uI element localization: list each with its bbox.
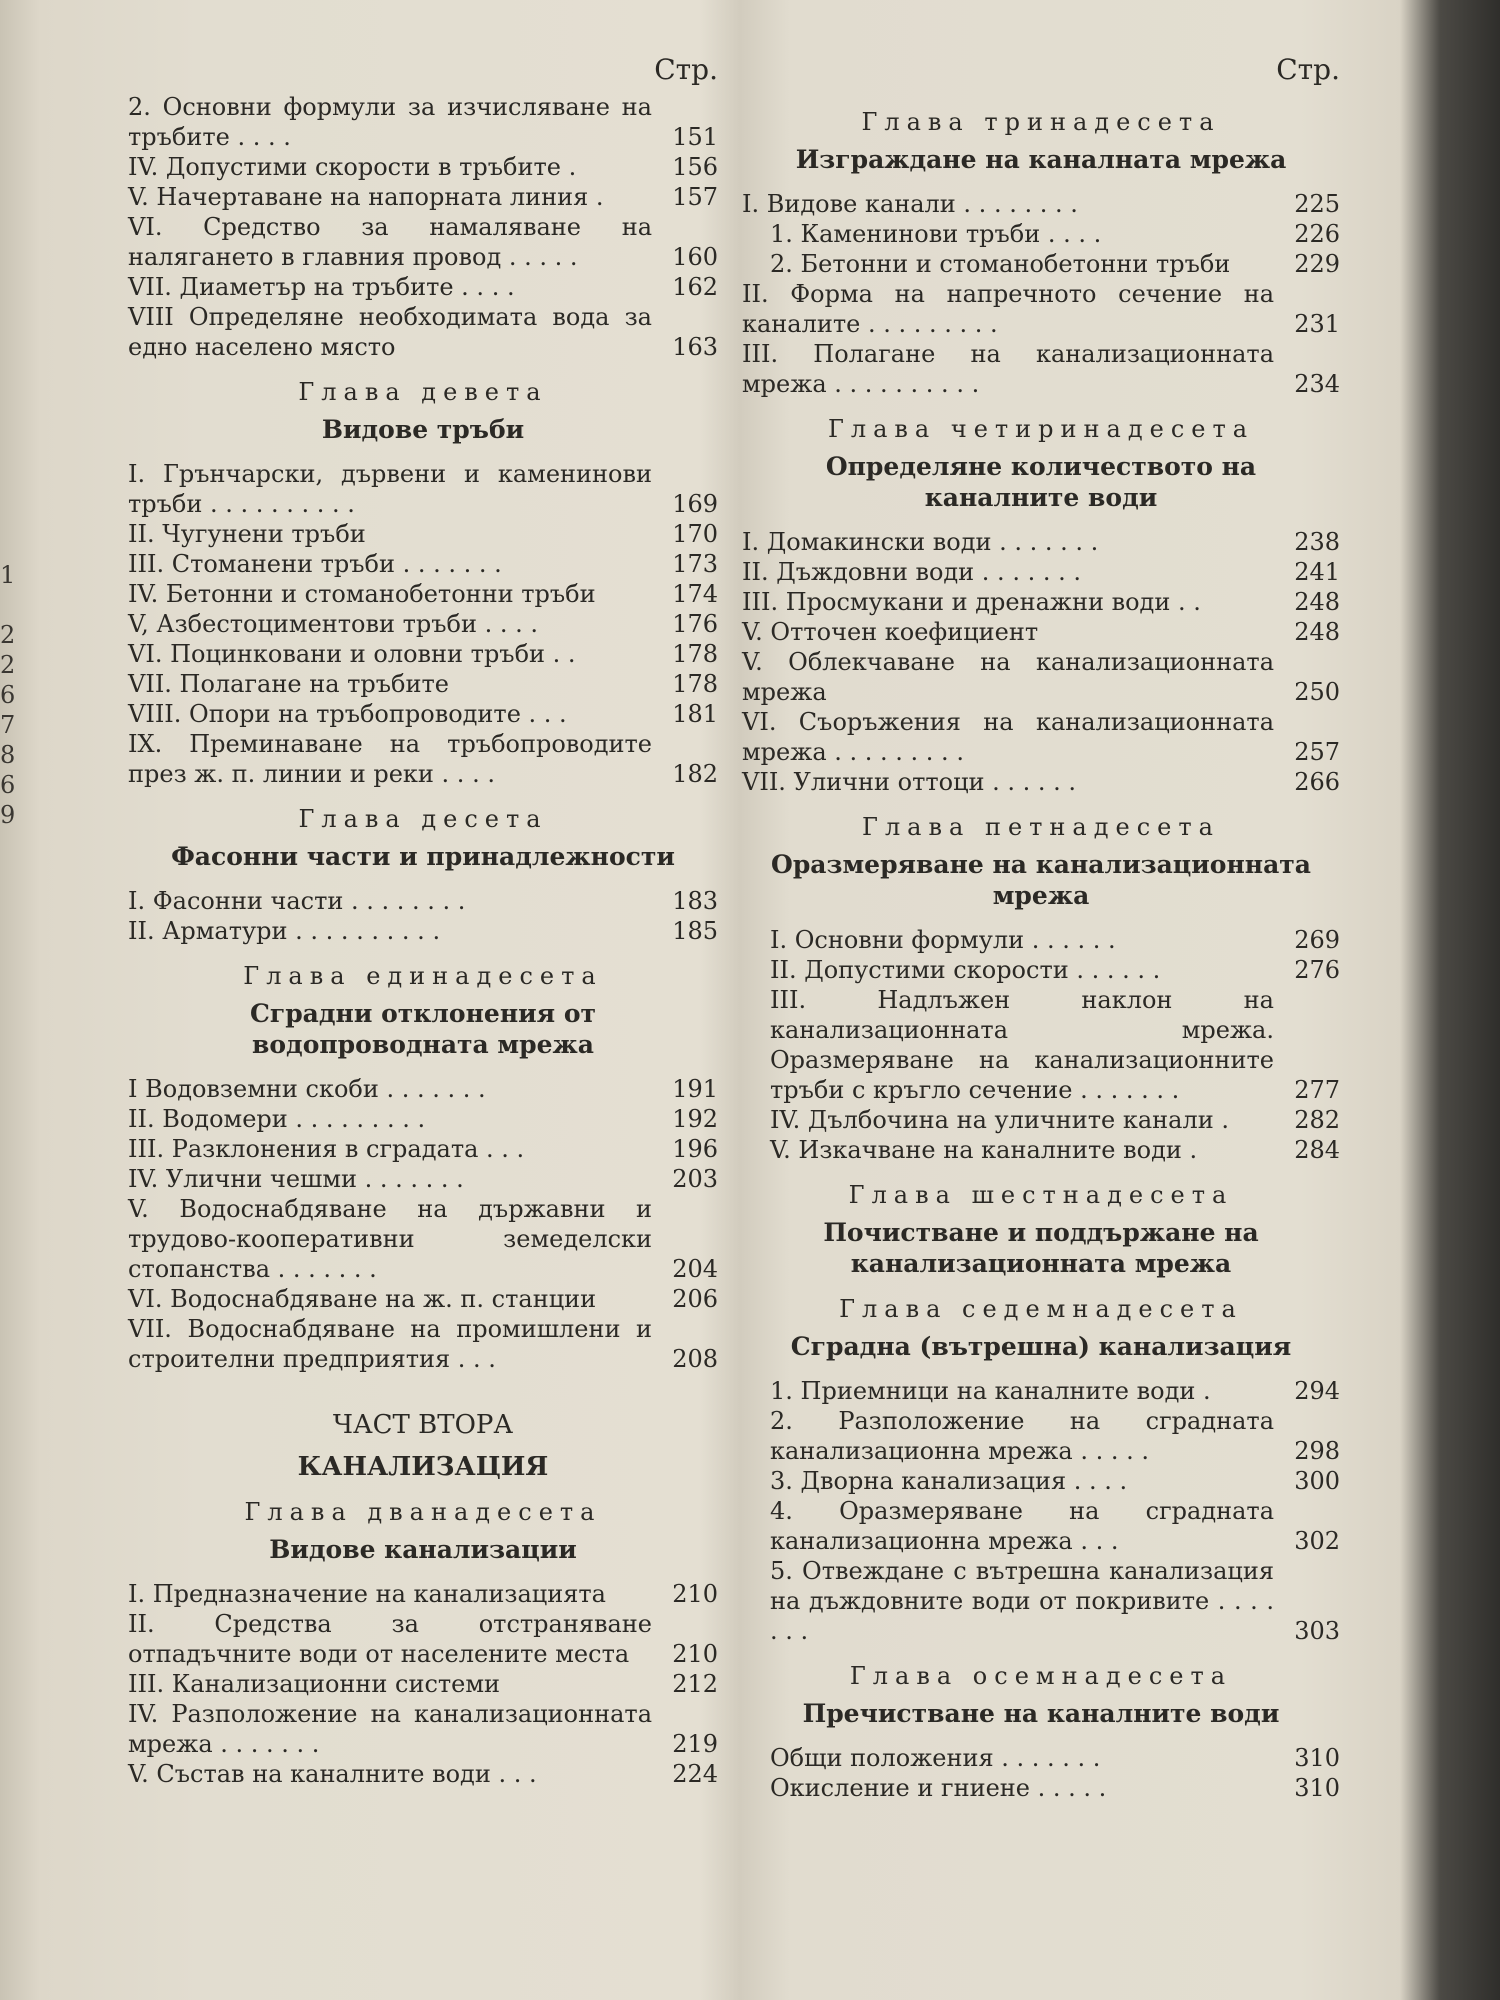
toc-entry-title: I. Видове канали . . . . . . . . — [742, 190, 1078, 218]
toc-entry[interactable] — [742, 1406, 1340, 1466]
left-margin-marks — [0, 560, 24, 830]
toc-entry[interactable] — [128, 212, 718, 272]
chapter-title: Почистване и поддържане на канализационната мрежа — [823, 1218, 1259, 1278]
toc-entry-page: 298 — [1294, 1437, 1340, 1465]
toc-entry[interactable] — [128, 549, 718, 579]
toc-entry-page: 151 — [672, 123, 718, 151]
toc-entry-title: IV. Разположение на канализационната мрежа . . . . . . . — [128, 1700, 652, 1758]
toc-entry-title: V, Азбестоциментови тръби . . . . — [128, 610, 539, 638]
toc-entry[interactable] — [128, 699, 718, 729]
chapter-label: Глава дванадесета — [244, 1498, 602, 1526]
chapter-label: Глава седемнадесета — [839, 1295, 1243, 1323]
toc-entry-page: 241 — [1294, 558, 1340, 586]
toc-entry[interactable] — [128, 609, 718, 639]
left-column — [128, 48, 718, 1789]
toc-entry-title: III. Канализационни системи — [128, 1670, 501, 1698]
margin-mark: 9 — [0, 801, 16, 829]
toc-entry-title: 3. Дворна канализация . . . . — [770, 1467, 1128, 1495]
margin-mark: 7 — [0, 711, 16, 739]
toc-entry-title: VII. Диаметър на тръбите . . . . — [128, 273, 515, 301]
toc-entry-page: 203 — [672, 1165, 718, 1193]
toc-entry-page: 181 — [672, 700, 718, 728]
toc-entry[interactable] — [742, 189, 1340, 219]
toc-entry[interactable] — [742, 985, 1340, 1105]
toc-entry-title: Общи положения . . . . . . . — [770, 1744, 1101, 1772]
toc-entry-title: II. Дъждовни води . . . . . . . — [742, 558, 1081, 586]
chapter-label: Глава десета — [298, 805, 548, 833]
chapter-title: Пречистване на каналните води — [802, 1699, 1280, 1728]
toc-entry-page: 196 — [672, 1135, 718, 1163]
toc-entry-title: VI. Поцинковани и оловни тръби . . — [128, 640, 576, 668]
toc-entry-title: I. Предназначение на канализацията — [128, 1580, 606, 1608]
toc-entry-page: 157 — [672, 183, 718, 211]
toc-entry-title: VI. Средство за намаляване на налягането в главния провод . . . . . — [128, 213, 652, 271]
chapter-label: Глава четиринадесета — [827, 415, 1255, 443]
toc-entry-title: 5. Отвеждане с вътрешна канализация на дъждовните води от покривите . . . . . . . — [770, 1557, 1274, 1645]
toc-entry[interactable] — [128, 729, 718, 789]
toc-entry-page: 208 — [672, 1345, 718, 1373]
toc-entry[interactable] — [128, 1314, 718, 1374]
chapter-label: Глава тринадесета — [861, 108, 1221, 136]
toc-entry-title: IV. Бетонни и стоманобетонни тръби — [128, 580, 596, 608]
page-column-header: Стр. — [654, 53, 718, 86]
toc-entry[interactable] — [742, 339, 1340, 399]
margin-mark — [0, 590, 24, 620]
toc-entry-page: 182 — [672, 760, 718, 788]
toc-entry[interactable] — [742, 955, 1340, 985]
toc-entry-page: 303 — [1294, 1617, 1340, 1645]
toc-entry[interactable] — [128, 579, 718, 609]
toc-entry-title: V. Облекчаване на канализационната мрежа — [742, 648, 1274, 706]
toc-entry[interactable] — [128, 302, 718, 362]
toc-entry-page: 238 — [1294, 528, 1340, 556]
toc-entry[interactable] — [128, 1759, 718, 1789]
toc-entry-page: 225 — [1294, 190, 1340, 218]
toc-entry-title: VI. Съоръжения на канализационната мрежа . . . . . . . . . — [742, 708, 1274, 766]
toc-entry-title: III. Полагане на канализационната мрежа . . . . . . . . . . — [742, 340, 1274, 398]
toc-entry-title: I. Фасонни части . . . . . . . . — [128, 887, 466, 915]
toc-entry-title: VIII. Опори на тръбопроводите . . . — [128, 700, 567, 728]
toc-entry-page: 224 — [672, 1760, 718, 1788]
toc-entry[interactable] — [742, 1496, 1340, 1556]
toc-entry-page: 277 — [1294, 1076, 1340, 1104]
toc-entry-page: 269 — [1294, 926, 1340, 954]
toc-entry-title: IV. Улични чешми . . . . . . . — [128, 1165, 464, 1193]
right-column-contents — [742, 108, 1340, 1803]
toc-entry[interactable] — [128, 152, 718, 182]
toc-entry[interactable] — [128, 1194, 718, 1284]
chapter-title: Видове тръби — [321, 415, 525, 444]
chapter-title: Фасонни части и принадлежности — [171, 842, 675, 871]
toc-entry-title: 1. Каменинови тръби . . . . — [770, 220, 1102, 248]
toc-entry[interactable] — [742, 587, 1340, 617]
chapter-label: Глава осемнадесета — [849, 1662, 1233, 1690]
toc-entry-page: 248 — [1294, 618, 1340, 646]
toc-entry-page: 266 — [1294, 768, 1340, 796]
toc-entry-title: V. Отточен коефициент — [742, 618, 1039, 646]
toc-entry-page: 212 — [672, 1670, 718, 1698]
toc-entry-page: 234 — [1294, 370, 1340, 398]
toc-entry[interactable] — [128, 92, 718, 152]
toc-entry-page: 219 — [672, 1730, 718, 1758]
page-column-header: Стр. — [1276, 53, 1340, 86]
toc-entry-page: 160 — [672, 243, 718, 271]
toc-entry[interactable] — [128, 886, 718, 916]
chapter-label: Глава девета — [298, 378, 548, 406]
toc-entry[interactable] — [742, 925, 1340, 955]
toc-entry[interactable] — [128, 1134, 718, 1164]
toc-entry[interactable] — [128, 1699, 718, 1759]
margin-mark: 2 — [0, 651, 16, 679]
toc-entry[interactable] — [742, 249, 1340, 279]
toc-entry-page: 192 — [672, 1105, 718, 1133]
toc-entry-page: 282 — [1294, 1106, 1340, 1134]
margin-mark: 2 — [0, 621, 16, 649]
toc-entry-page: 210 — [672, 1580, 718, 1608]
toc-entry-title: V. Водоснабдяване на държавни и трудово-кооперативни земеделски стопанства . . . . . . . — [128, 1195, 652, 1283]
toc-entry-page: 294 — [1294, 1377, 1340, 1405]
toc-entry-title: V. Начертаване на напорната линия . — [128, 183, 604, 211]
toc-entry[interactable] — [128, 1579, 718, 1609]
toc-entry-page: 229 — [1294, 250, 1340, 278]
toc-entry-title: 2. Бетонни и стоманобетонни тръби — [770, 250, 1231, 278]
toc-entry-page: 206 — [672, 1285, 718, 1313]
toc-entry[interactable] — [742, 1135, 1340, 1165]
toc-entry-title: I Водовземни скоби . . . . . . . — [128, 1075, 486, 1103]
chapter-title: Видове канализации — [269, 1535, 577, 1564]
toc-entry-title: 1. Приемници на каналните води . — [770, 1377, 1211, 1405]
toc-entry-page: 250 — [1294, 678, 1340, 706]
toc-entry-page: 162 — [672, 273, 718, 301]
toc-entry-title: II. Арматури . . . . . . . . . . — [128, 917, 441, 945]
toc-entry-page: 185 — [672, 917, 718, 945]
toc-entry[interactable] — [742, 707, 1340, 767]
toc-entry-page: 302 — [1294, 1527, 1340, 1555]
toc-entry-page: 170 — [672, 520, 718, 548]
toc-entry-title: I. Основни формули . . . . . . — [770, 926, 1116, 954]
toc-entry-title: V. Състав на каналните води . . . — [128, 1760, 537, 1788]
margin-mark: 6 — [0, 771, 16, 799]
toc-entry[interactable] — [128, 639, 718, 669]
toc-entry-title: IV. Допустими скорости в тръбите . — [128, 153, 577, 181]
right-column — [742, 48, 1340, 1803]
toc-entry[interactable] — [128, 272, 718, 302]
toc-entry[interactable] — [742, 767, 1340, 797]
toc-entry-title: I. Домакински води . . . . . . . — [742, 528, 1099, 556]
toc-entry-title: Окисление и гниене . . . . . — [770, 1774, 1107, 1802]
toc-entry-title: II. Средства за отстраняване отпадъчните води от населените места — [128, 1610, 652, 1668]
toc-entry-title: III. Просмукани и дренажни води . . — [742, 588, 1201, 616]
toc-entry[interactable] — [128, 1609, 718, 1669]
toc-entry-page: 310 — [1294, 1744, 1340, 1772]
toc-entry-page: 163 — [672, 333, 718, 361]
toc-entry-title: III. Разклонения в сградата . . . — [128, 1135, 525, 1163]
toc-entry[interactable] — [128, 1669, 718, 1699]
toc-entry[interactable] — [128, 1284, 718, 1314]
toc-entry-page: 257 — [1294, 738, 1340, 766]
toc-entry[interactable] — [128, 916, 718, 946]
toc-entry-page: 156 — [672, 153, 718, 181]
toc-entry-title: VIII Определяне необходимата вода за едно населено място — [128, 303, 652, 361]
toc-entry[interactable] — [128, 1164, 718, 1194]
part-label: ЧАСТ ВТОРА — [332, 1410, 514, 1440]
toc-entry[interactable] — [742, 557, 1340, 587]
toc-entry[interactable] — [128, 182, 718, 212]
toc-entry-title: VII. Водоснабдяване на промишлени и строителни предприятия . . . — [128, 1315, 652, 1373]
toc-entry[interactable] — [742, 1556, 1340, 1646]
toc-entry-title: II. Форма на напречното сечение на каналите . . . . . . . . . — [742, 280, 1274, 338]
toc-entry-page: 226 — [1294, 220, 1340, 248]
toc-entry-title: II. Водомери . . . . . . . . . — [128, 1105, 426, 1133]
toc-entry-page: 183 — [672, 887, 718, 915]
toc-entry-page: 178 — [672, 640, 718, 668]
toc-entry-page: 174 — [672, 580, 718, 608]
toc-entry[interactable] — [742, 647, 1340, 707]
toc-entry[interactable] — [742, 1466, 1340, 1496]
toc-entry[interactable] — [742, 219, 1340, 249]
toc-entry-title: II. Допустими скорости . . . . . . — [770, 956, 1161, 984]
toc-entry[interactable] — [128, 519, 718, 549]
toc-entry-title: III. Стоманени тръби . . . . . . . — [128, 550, 502, 578]
toc-entry-page: 231 — [1294, 310, 1340, 338]
toc-entry-page: 210 — [672, 1640, 718, 1668]
toc-entry[interactable] — [742, 1105, 1340, 1135]
toc-entry-title: I. Грънчарски, дървени и каменинови тръби . . . . . . . . . . — [128, 460, 652, 518]
toc-entry[interactable] — [742, 1773, 1340, 1803]
toc-entry-page: 300 — [1294, 1467, 1340, 1495]
toc-entry-page: 276 — [1294, 956, 1340, 984]
left-column-contents — [128, 92, 718, 1789]
toc-entry-title: VII. Улични оттоци . . . . . . — [742, 768, 1077, 796]
toc-entry-page: 310 — [1294, 1774, 1340, 1802]
toc-entry-title: II. Чугунени тръби — [128, 520, 366, 548]
toc-entry-title: VI. Водоснабдяване на ж. п. станции — [128, 1285, 597, 1313]
margin-mark: 8 — [0, 741, 16, 769]
toc-entry-page: 248 — [1294, 588, 1340, 616]
toc-entry-title: VII. Полагане на тръбите — [128, 670, 449, 698]
toc-entry[interactable] — [128, 1104, 718, 1134]
toc-entry[interactable] — [742, 617, 1340, 647]
margin-mark: 1 — [0, 561, 16, 589]
toc-entry-page: 204 — [672, 1255, 718, 1283]
toc-entry-page: 173 — [672, 550, 718, 578]
chapter-title: Изграждане на каналната мрежа — [795, 145, 1287, 174]
part-title: КАНАЛИЗАЦИЯ — [297, 1452, 549, 1482]
toc-entry[interactable] — [742, 1376, 1340, 1406]
toc-entry[interactable] — [742, 527, 1340, 557]
chapter-label: Глава петнадесета — [862, 813, 1220, 841]
toc-entry[interactable] — [128, 669, 718, 699]
chapter-title: Сградни отклонения от водопроводната мрежа — [249, 999, 596, 1059]
toc-entry-page: 169 — [672, 490, 718, 518]
toc-entry-title: IV. Дълбочина на уличните канали . — [770, 1106, 1229, 1134]
chapter-label: Глава единадесета — [243, 962, 603, 990]
toc-entry-title: V. Изкачване на каналните води . — [770, 1136, 1198, 1164]
toc-entry-title: 2. Основни формули за изчисляване на тръбите . . . . — [128, 93, 652, 151]
toc-entry-title: 4. Оразмеряване на сградната канализационна мрежа . . . — [770, 1497, 1274, 1555]
chapter-label: Глава шестнадесета — [848, 1181, 1234, 1209]
toc-entry-title: IX. Преминаване на тръбопроводите през ж. п. линии и реки . . . . — [128, 730, 652, 788]
toc-entry-page: 178 — [672, 670, 718, 698]
toc-entry-title: 2. Разположение на сградната канализационна мрежа . . . . . — [770, 1407, 1274, 1465]
toc-entry-page: 176 — [672, 610, 718, 638]
toc-entry[interactable] — [128, 1074, 718, 1104]
chapter-title: Оразмеряване на канализационната мрежа — [771, 850, 1311, 910]
chapter-title: Сградна (вътрешна) канализация — [790, 1332, 1292, 1361]
toc-entry[interactable] — [128, 459, 718, 519]
toc-entry-title: III. Надлъжен наклон на канализационната мрежа. Оразмеряване на канализационните тръби с кръгло сечение . . . . . . . — [770, 986, 1274, 1104]
toc-entry[interactable] — [742, 1743, 1340, 1773]
margin-mark: 6 — [0, 681, 16, 709]
toc-entry-page: 191 — [672, 1075, 718, 1103]
chapter-title: Определяне количеството на каналните води — [825, 452, 1257, 512]
toc-entry[interactable] — [742, 279, 1340, 339]
toc-entry-page: 284 — [1294, 1136, 1340, 1164]
